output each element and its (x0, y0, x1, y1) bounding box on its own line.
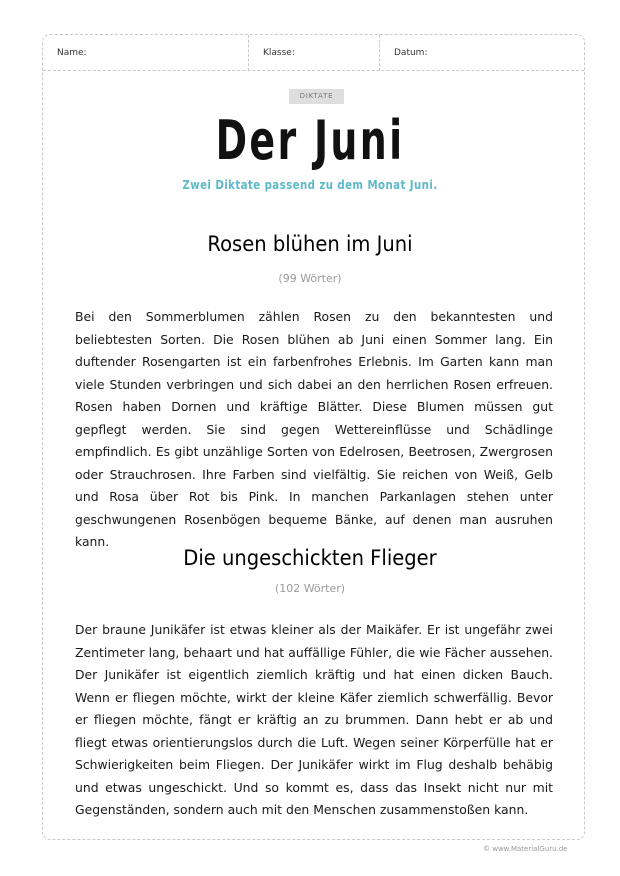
category-tag: DIKTATE (289, 89, 344, 104)
date-field[interactable] (380, 35, 586, 71)
section-word-count-beetles: (102 Wörter) (274, 582, 346, 595)
section-word-count-roses: (99 Wörter) (278, 272, 342, 285)
name-field[interactable] (43, 35, 249, 71)
name-label: Name: (57, 48, 87, 58)
class-label: Klasse: (263, 48, 295, 58)
page-title: Der Juni (215, 109, 405, 172)
dictation-text-beetles: Der braune Junikäfer ist etwas kleiner als der Maikäfer. Er ist ungefähr zwei Zentimeter lang, behaart und hat auffällige Fühler, die wie Fächer aussehen. Der Junikäfer ist eigentlich ziemlich kräftig und hat einen dicken Bauch. Wenn er fliegen möchte, wirkt der kleine Käfer ziemlich schwerfällig. Bevor er fliegen möchte, fängt er kräftig an zu brummen. Dann hebt er ab und fliegt etwas orientierungslos durch die Luft. Wegen seiner Körperfülle hat er Schwierigkeiten beim Fliegen. Der Junikäfer wirkt im Flug deshalb behäbig und etwas ungeschickt. Und so kommt es, dass das Insekt nicht nur mit Gegenständen, sondern auch mit den Menschen zusammenstoßen kann. (75, 622, 553, 817)
student-info-row (43, 35, 584, 71)
dictation-text-roses: Bei den Sommerblumen zählen Rosen zu den bekanntesten und beliebtesten Sorten. Die Rosen blühen ab Juni einen Sommer lang. Ein duftender Rosengarten ist ein farbenfrohes Erlebnis. Im Garten kann man viele Stunden verbringen und sich dabei an den herrlichen Rosen erfreuen. Rosen haben Dornen und kräftige Blätter. Diese Blumen müssen gut gepflegt werden. Sie sind gegen Wettereinflüsse und Schädlinge empfindlich. Es gibt unzählige Sorten von Edelrosen, Beetrosen, Zwergrosen oder Strauchrosen. Ihre Farben sind vielfältig. Sie reichen von Weiß, Gelb und Rosa über Rot bis Pink. In manchen Parkanlagen stehen unter geschwungenen Rosenbögen bequeme Bänke, auf denen man ausruhen kann. (75, 309, 553, 549)
copyright-footer: © www.MaterialGuru.de (483, 845, 568, 853)
section-title-beetles: Die ungeschickten Flieger (183, 546, 437, 570)
section-title-roses: Rosen blühen im Juni (207, 232, 413, 256)
date-label: Datum: (394, 48, 428, 58)
page-subtitle: Zwei Diktate passend zu dem Monat Juni. (182, 178, 438, 192)
class-field[interactable] (249, 35, 380, 71)
